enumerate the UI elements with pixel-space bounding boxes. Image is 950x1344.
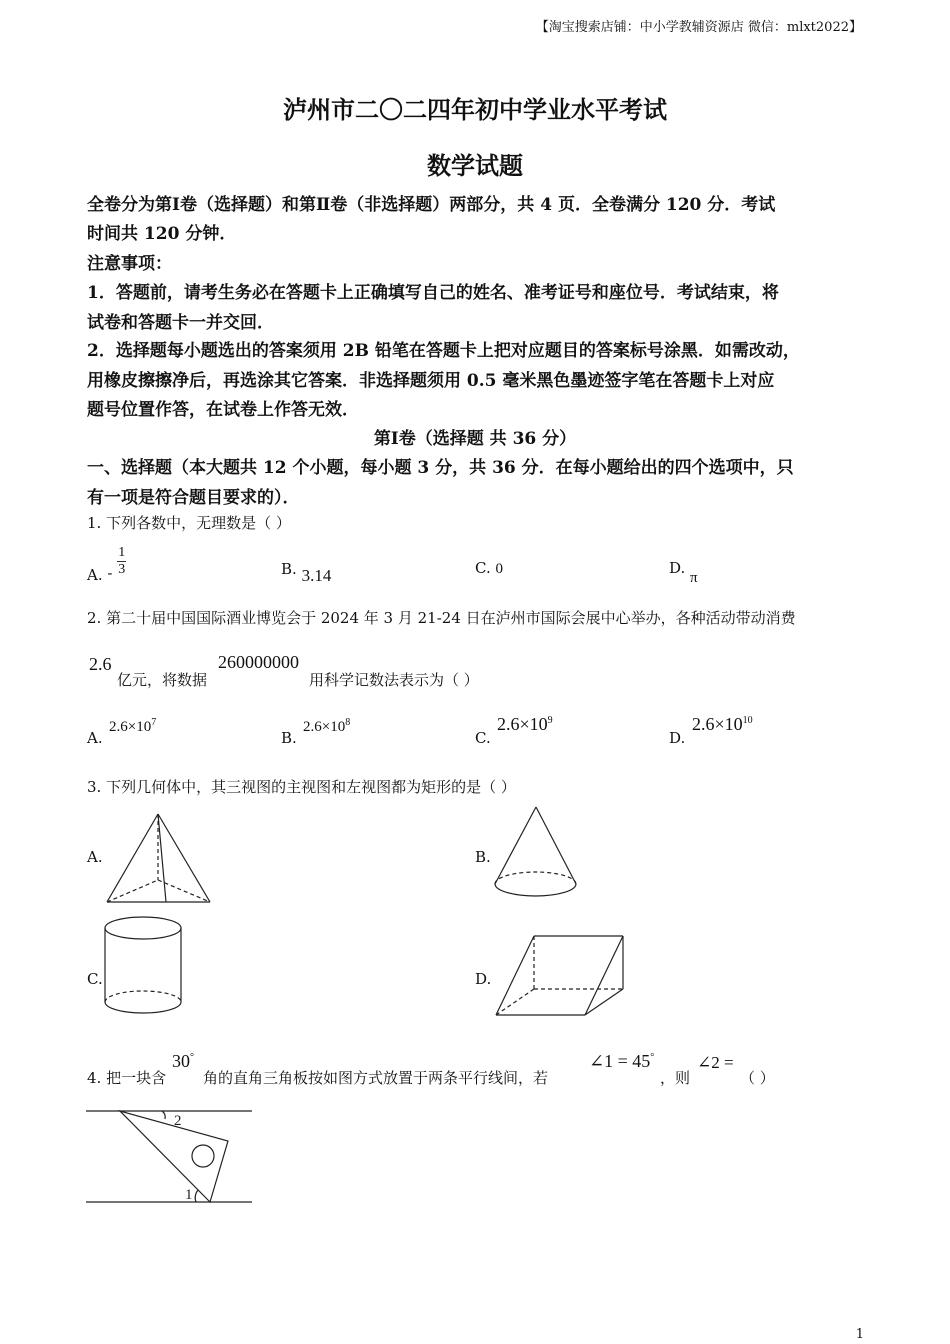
pyramid-edge-right xyxy=(158,814,210,902)
cone-base-front xyxy=(495,884,576,896)
note-2-line-2: 用橡皮擦擦净后，再选涂其它答案．非选择题须用 0.5 毫米黑色墨迹签字笔在答题卡上对应 xyxy=(87,371,775,391)
q3-option-c-label: C. xyxy=(87,970,103,988)
prism-front-diagonal xyxy=(585,936,623,1015)
q1-a-denominator: 3 xyxy=(118,562,126,577)
q2-d-base: 2.6×10 xyxy=(692,714,743,734)
page-number: 1 xyxy=(855,1327,864,1342)
q4-condition-degree: ° xyxy=(650,1052,655,1063)
q2-c-base: 2.6×10 xyxy=(497,714,548,734)
q1-c-value: 0 xyxy=(495,561,503,577)
notice-label: 注意事项： xyxy=(87,254,172,274)
header-note: 【淘宝搜索店铺：中小学教辅资源店 微信：mlxt2022】 xyxy=(535,20,862,35)
q4-ask: ∠2 = xyxy=(697,1053,734,1072)
q2-option-b: B. xyxy=(281,729,297,747)
q1-b-label: B. xyxy=(281,560,297,578)
q1-a-sign: - xyxy=(107,563,113,582)
cylinder-bottom-back xyxy=(105,991,181,1002)
section-1-line-2: 有一项是符合题目要求的）． xyxy=(87,488,300,508)
q3-cone-figure xyxy=(490,804,585,906)
angle-2-arc xyxy=(162,1111,165,1119)
q4-stem-start: 4. 把一块含 xyxy=(87,1069,167,1087)
set-square-hole xyxy=(192,1145,214,1167)
q3-stem: 3. 下列几何体中，其三视图的主视图和左视图都为矩形的是（ ） xyxy=(87,778,516,796)
note-1-line-2: 试卷和答题卡一并交回． xyxy=(87,313,274,333)
q1-option-c xyxy=(475,559,503,578)
angle-1-arc xyxy=(195,1190,198,1202)
q2-option-a: A. xyxy=(87,729,103,747)
prism-top-left xyxy=(496,936,534,1015)
note-2-line-1: 2．选择题每小题选出的答案须用 2B 铅笔在答题卡上把对应题目的答案标号涂黑．如需改动， xyxy=(87,341,800,361)
q3-option-b-label: B. xyxy=(475,848,491,866)
q2-b-base: 2.6×10 xyxy=(303,719,346,735)
q4-angle-degree: ° xyxy=(190,1052,194,1063)
q1-option-b xyxy=(281,559,332,585)
q1-a-fraction xyxy=(117,545,126,578)
q2-option-c: C. xyxy=(475,729,491,747)
exam-subtitle: 数学试题 xyxy=(427,151,523,180)
q4-angle xyxy=(172,1051,194,1072)
q4-angle-value: 30 xyxy=(172,1051,190,1071)
intro-line-1: 全卷分为第Ⅰ卷（选择题）和第Ⅱ卷（非选择题）两部分，共 4 页．全卷满分 120 分．考试 xyxy=(87,195,776,215)
q1-a-numerator: 1 xyxy=(118,545,126,560)
q2-d-expression xyxy=(692,714,753,735)
q2-b-exponent: 8 xyxy=(345,717,351,728)
q4-condition-text: ∠1 = 45 xyxy=(589,1051,651,1071)
q3-prism-figure xyxy=(492,932,632,1020)
q1-option-a xyxy=(87,545,126,584)
q1-c-label: C. xyxy=(475,559,491,577)
q2-option-d: D. xyxy=(669,729,686,747)
q2-a-expression xyxy=(109,717,156,736)
q1-option-d xyxy=(669,559,698,586)
q3-cylinder-figure xyxy=(100,912,188,1020)
q1-d-label: D. xyxy=(669,559,686,577)
angle-2-label: 2 xyxy=(174,1113,182,1129)
q3-option-d-label: D. xyxy=(475,970,492,988)
q2-d-exponent: 10 xyxy=(742,715,753,726)
q1-d-value: π xyxy=(690,570,698,586)
q2-stem: 2. 第二十届中国国际酒业博览会于 2024 年 3 月 21-24 日在泸州市国际会展中心举办，各种活动带动消费 xyxy=(87,609,796,627)
exam-title: 泸州市二〇二四年初中学业水平考试 xyxy=(283,95,667,124)
cylinder-top xyxy=(105,917,181,939)
q2-text-1: 亿元，将数据 xyxy=(117,671,208,689)
angle-1-label: 1 xyxy=(185,1187,193,1203)
q2-c-exponent: 9 xyxy=(547,715,553,726)
q4-paren: （ ） xyxy=(740,1069,775,1087)
cone-base-back xyxy=(495,872,576,884)
note-1-line-1: 1．答题前，请考生务必在答题卡上正确填写自己的姓名、准考证号和座位号．考试结束，将 xyxy=(87,283,779,303)
q2-c-expression xyxy=(497,714,553,735)
q3-option-a-label: A. xyxy=(87,848,103,866)
q1-b-value: 3.14 xyxy=(301,566,332,585)
pyramid-edge-left xyxy=(107,814,158,902)
pyramid-edge-front xyxy=(158,814,166,902)
q3-pyramid-figure xyxy=(100,808,220,908)
q1-a-label: A. xyxy=(87,565,103,584)
q1-stem: 1. 下列各数中，无理数是（ ） xyxy=(87,514,291,532)
intro-line-2: 时间共 120 分钟． xyxy=(87,224,237,244)
part-1-heading: 第Ⅰ卷（选择题 共 36 分） xyxy=(373,429,577,449)
q2-value-2: 260000000 xyxy=(218,652,299,672)
q4-condition xyxy=(589,1051,654,1072)
q2-a-exponent: 7 xyxy=(151,717,157,728)
pyramid-hidden-edge-1 xyxy=(107,880,158,902)
cylinder-bottom-front xyxy=(105,1002,181,1013)
q2-b-expression xyxy=(303,717,350,736)
q2-a-base: 2.6×10 xyxy=(109,719,152,735)
q4-stem-then: ，则 xyxy=(660,1069,691,1087)
q4-triangle-figure xyxy=(86,1104,256,1208)
q4-stem-mid: 角的直角三角板按如图方式放置于两条平行线间，若 xyxy=(203,1069,549,1087)
section-1-line-1: 一、选择题（本大题共 12 个小题，每小题 3 分，共 36 分．在每小题给出的四个选项中，只 xyxy=(87,458,794,478)
note-2-line-3: 题号位置作答，在试卷上作答无效． xyxy=(87,400,359,420)
q2-text-2: 用科学记数法表示为（ ） xyxy=(309,671,479,689)
q2-value-1: 2.6 xyxy=(89,654,112,674)
